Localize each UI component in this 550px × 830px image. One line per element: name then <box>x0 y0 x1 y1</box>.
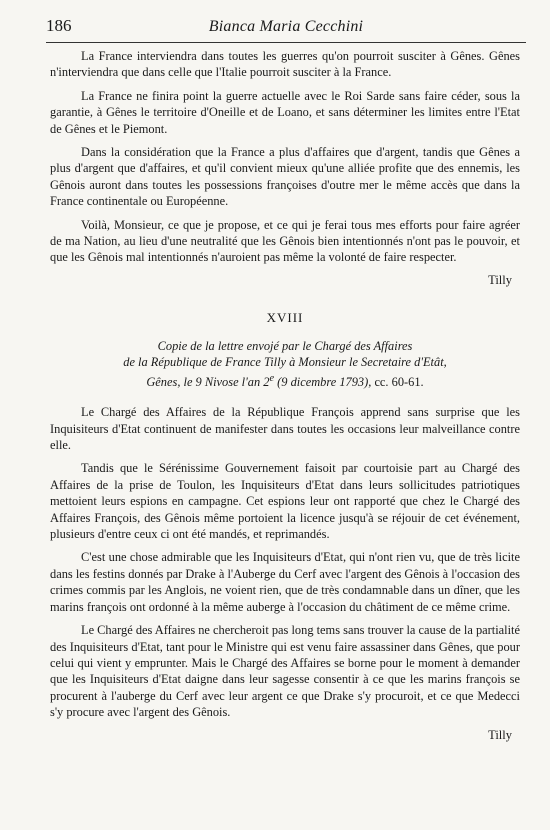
running-head: Bianca Maria Cecchini <box>208 18 364 35</box>
paragraph: Le Chargé des Affaires de la République François apprend sans surprise que les Inquisiteurs d'Etat continuent de manifester dans toutes les occasions leur malveillance contre elle. <box>50 405 520 453</box>
paragraph: La France interviendra dans toutes les guerres qu'on pourroit susciter à Gênes. Gênes n'interviendra que dans celle que l'Italie pourroit susciter à la France. <box>50 49 520 80</box>
paragraph: Dans la considération que la France a plus d'affaires que d'argent, tandis que Gênes a plus d'argent que d'affaires, et qu'il convient mieux qu'une alliée profite que des ennemis, les Gênois auront dans toutes les possessions françoises d'outre mer le même accès que dans la France continentale ou Européenne. <box>50 145 520 209</box>
archival-reference: cc. 60-61. <box>374 374 424 389</box>
signature: Tilly <box>488 272 512 287</box>
paragraph: Voilà, Monsieur, ce que je propose, et ce qui je ferai tous mes efforts pour faire agréer de ma Nation, au lieu d'une neutralité que les Gênois bien intentionnés n'ont pas le pouvoir, et que les Gênois mal intentionnés n'auroient pas même la volonté de faire respecter. <box>50 217 520 265</box>
page-header <box>46 14 526 43</box>
heading-place-date: Gênes, le 9 Nivose l'an 2 <box>146 374 270 389</box>
paragraph: Tandis que le Sérénissime Gouvernement faisoit par courtoisie part au Chargé des Affaires de la prise de Toulon, les Inquisiteurs d'Etat dans leurs sollicitudes patriotiques mettoient leurs espions en campagne. Cet espions leur ont rapporté que chez le Chargé des Affaires François, des Gênois même portoient la licence jusqu'à se réjouir de cet événement, plusieurs d'entre ceux ci ont été mandés, et reprimandés. <box>50 461 520 542</box>
paragraph: Le Chargé des Affaires ne chercheroit pas long tems sans trouver la cause de la partialité des Inquisiteurs d'Etat, tant pour le Ministre qui est venu faire assassiner dans Gênes, que pour celui qui vient y emprunter. Mais le Chargé des Affaires se borne pour le moment à demander que les Inquisiteurs d'Etat daigne dans leur sagesse consentir à ce que les marins françois se procurent à l'auberge du Cerf avec leur argent ce que Drake s'y procuroit, et ce que Medecci s'y procure avec l'argent des Gênois. <box>50 623 520 720</box>
heading-line: de la République de France Tilly à Monsieur le Secretaire d'Etât, <box>123 355 447 370</box>
page-body <box>50 48 520 743</box>
heading-superscript: e <box>269 372 275 384</box>
heading-line: Copie de la lettre envojé par le Chargé des Affaires <box>157 338 413 353</box>
signature: Tilly <box>488 727 512 742</box>
heading-modern-date: (9 dicembre 1793), <box>277 374 372 389</box>
paragraph: C'est une chose admirable que les Inquisiteurs d'Etat, qui n'ont rien vu, que de très licite dans les festins donnés par Drake à l'Auberge du Cerf avec l'argent des Gênois à l'occasion des crimes commis par les Anglois, ne voient rien, que de très condamnable dans un dîner, que les marins françois ont ordonné à la même auberge à l'occasion du châtiment de ce même crime. <box>50 550 520 614</box>
section-number: XVIII <box>266 309 304 325</box>
page-number: 186 <box>46 16 72 35</box>
paragraph: La France ne finira point la guerre actuelle avec le Roi Sarde sans faire céder, sous la garantie, à Gênes le territoire d'Oneille et de Loano, et sans déterminer les limites entre l'Etat de Gênes et le Piemont. <box>50 88 520 136</box>
heading-line <box>56 371 514 391</box>
document-heading <box>56 338 514 390</box>
